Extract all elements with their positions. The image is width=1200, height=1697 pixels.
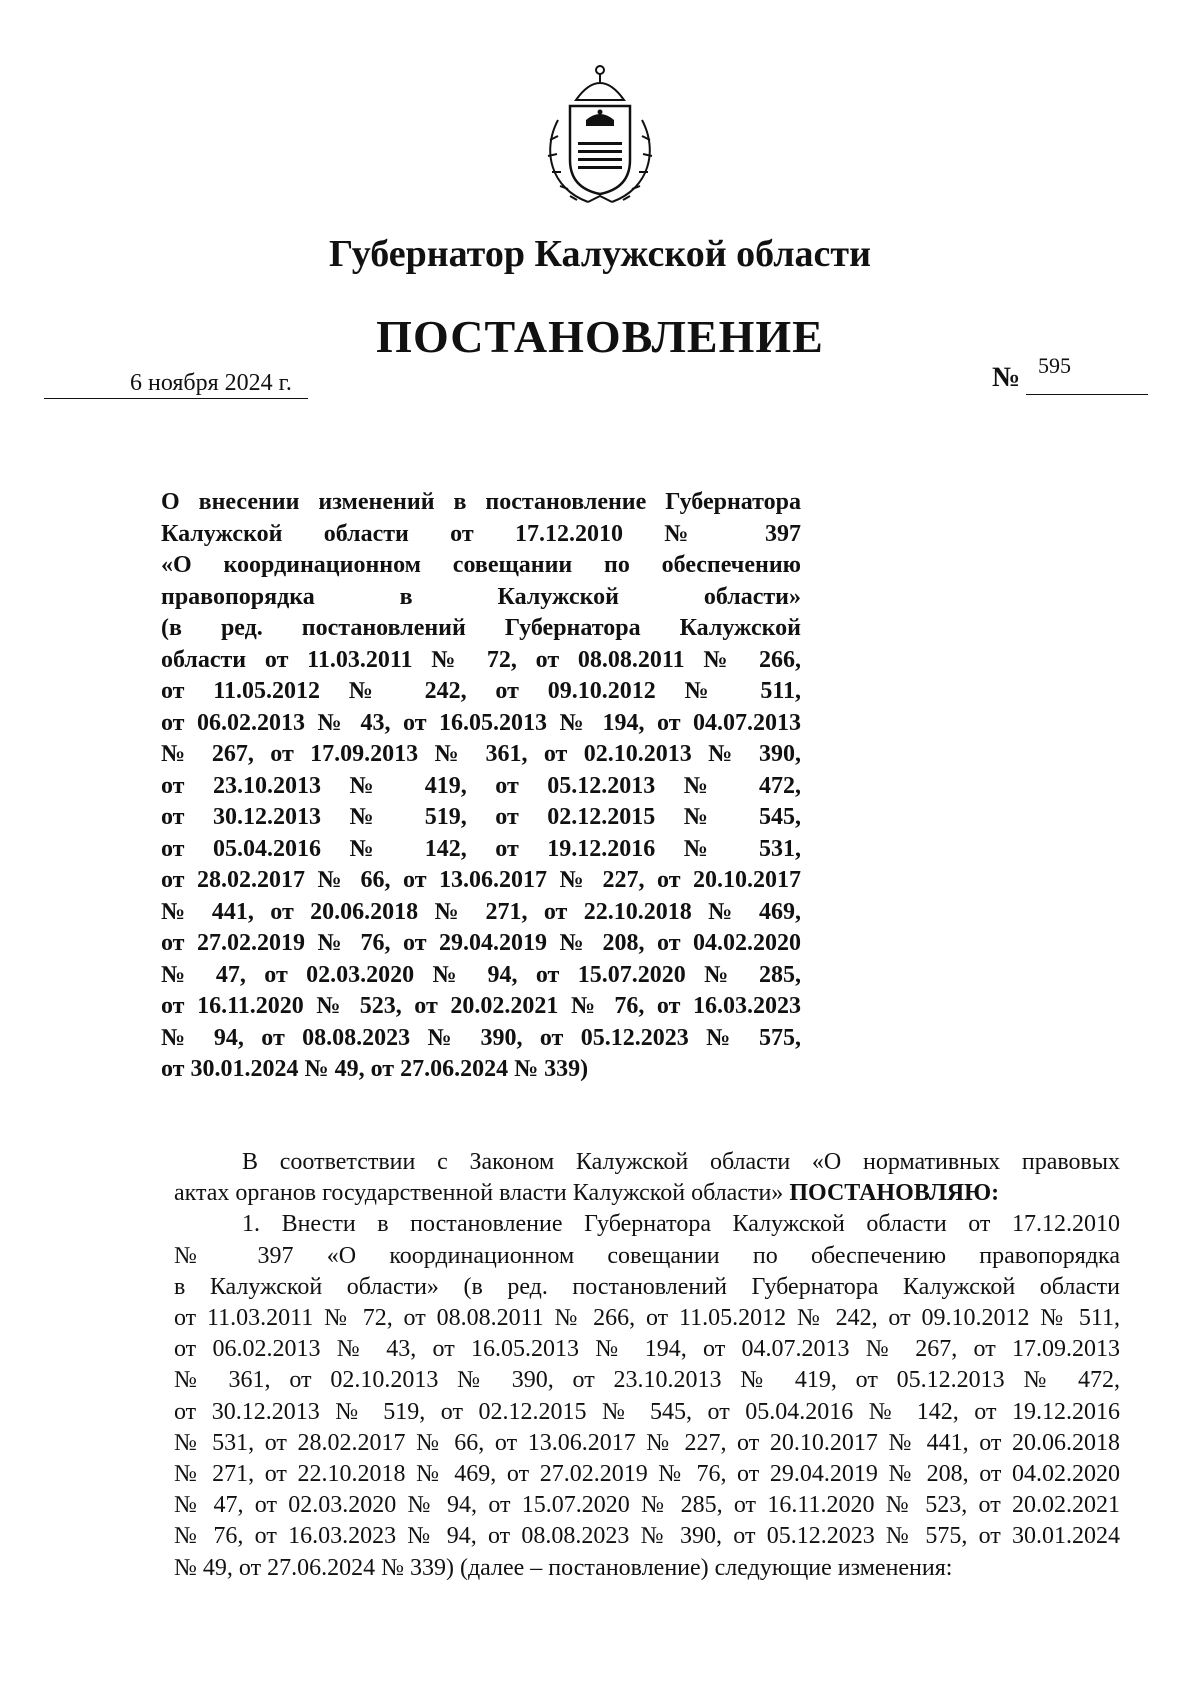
preamble-line: В соответствии с Законом Калужской области «О нормативных правовых [242,1149,1120,1175]
title-line: Калужской области от 17.12.2010 № 397 [161,520,801,547]
title-line: № 441, от 20.06.2018 № 271, от 22.10.2018 № 469, [161,898,801,925]
item1-line: № 47, от 02.03.2020 № 94, от 15.07.2020 № 285, от 16.11.2020 № 523, от 20.02.2021 [174,1492,1120,1519]
item1-line: № 271, от 22.10.2018 № 469, от 27.02.2019 № 76, от 29.04.2019 № 208, от 04.02.2020 [174,1461,1120,1488]
decree-word: ПОСТАНОВЛЯЮ: [789,1180,1000,1207]
title-line: от 30.01.2024 № 49, от 27.06.2024 № 339) [161,1056,589,1082]
title-line: «О координационном совещании по обеспечению [161,552,801,578]
title-line: от 06.02.2013 № 43, от 16.05.2013 № 194, от 04.07.2013 [161,709,801,736]
title-line: от 16.11.2020 № 523, от 20.02.2021 № 76, от 16.03.2023 [161,993,801,1019]
title-line: от 27.02.2019 № 76, от 29.04.2019 № 208, от 04.02.2020 [161,930,801,956]
title-line: О внесении изменений в постановление Губернатора [161,489,801,515]
title-line: № 267, от 17.09.2013 № 361, от 02.10.2013 № 390, [161,741,801,767]
title-line: от 23.10.2013 № 419, от 05.12.2013 № 472, [161,772,801,799]
title-line: № 47, от 02.03.2020 № 94, от 15.07.2020 № 285, [161,961,801,988]
document-number: 595 [1038,353,1071,378]
item1-line: 1. Внести в постановление Губернатора Калужской области от 17.12.2010 [242,1211,1120,1238]
item1-line: № 531, от 28.02.2017 № 66, от 13.06.2017 № 227, от 20.10.2017 № 441, от 20.06.2018 [174,1429,1120,1456]
document-body [174,1147,1120,1584]
kaluga-oblast-coat-of-arms-icon [536,60,664,210]
item1-line: № 397 «О координационном совещании по обеспечению правопорядка [174,1242,1120,1269]
item1-line: № 49, от 27.06.2024 № 339) (далее – постановление) следующие изменения: [174,1554,953,1581]
title-line: области от 11.03.2011 № 72, от 08.08.2011 № 266, [161,646,801,673]
document-title [161,487,801,1086]
title-line: от 28.02.2017 № 66, от 13.06.2017 № 227, от 20.10.2017 [161,867,801,893]
document-date: 6 ноября 2024 г. [130,370,292,396]
item1-line: в Калужской области» (в ред. постановлений Губернатора Калужской области [174,1273,1120,1300]
item1-line: от 11.03.2011 № 72, от 08.08.2011 № 266, от 11.05.2012 № 242, от 09.10.2012 № 511, [174,1305,1120,1332]
number-sign: № [992,362,1021,393]
title-line: (в ред. постановлений Губернатора Калужской [161,615,801,641]
issuing-authority: Губернатор Калужской области [329,233,871,275]
item1-line: № 76, от 16.03.2023 № 94, от 08.08.2023 № 390, от 05.12.2023 № 575, от 30.01.2024 [174,1523,1120,1550]
item1-line: от 06.02.2013 № 43, от 16.05.2013 № 194, от 04.07.2013 № 267, от 17.09.2013 [174,1336,1120,1363]
item1-line: от 30.12.2013 № 519, от 02.12.2015 № 545, от 05.04.2016 № 142, от 19.12.2016 [174,1398,1120,1425]
item1-line: № 361, от 02.10.2013 № 390, от 23.10.2013 № 419, от 05.12.2013 № 472, [174,1367,1120,1394]
title-line: от 30.12.2013 № 519, от 02.12.2015 № 545, [161,804,801,830]
document-type: ПОСТАНОВЛЕНИЕ [376,311,824,362]
title-line: от 05.04.2016 № 142, от 19.12.2016 № 531, [161,835,801,862]
title-line: правопорядка в Калужской области» [161,583,801,610]
preamble-text: актах органов государственной власти Калужской области» [174,1180,784,1207]
title-line: № 94, от 08.08.2023 № 390, от 05.12.2023 № 575, [161,1024,801,1051]
title-line: от 11.05.2012 № 242, от 09.10.2012 № 511, [161,678,801,704]
preamble-line [174,1178,1120,1209]
